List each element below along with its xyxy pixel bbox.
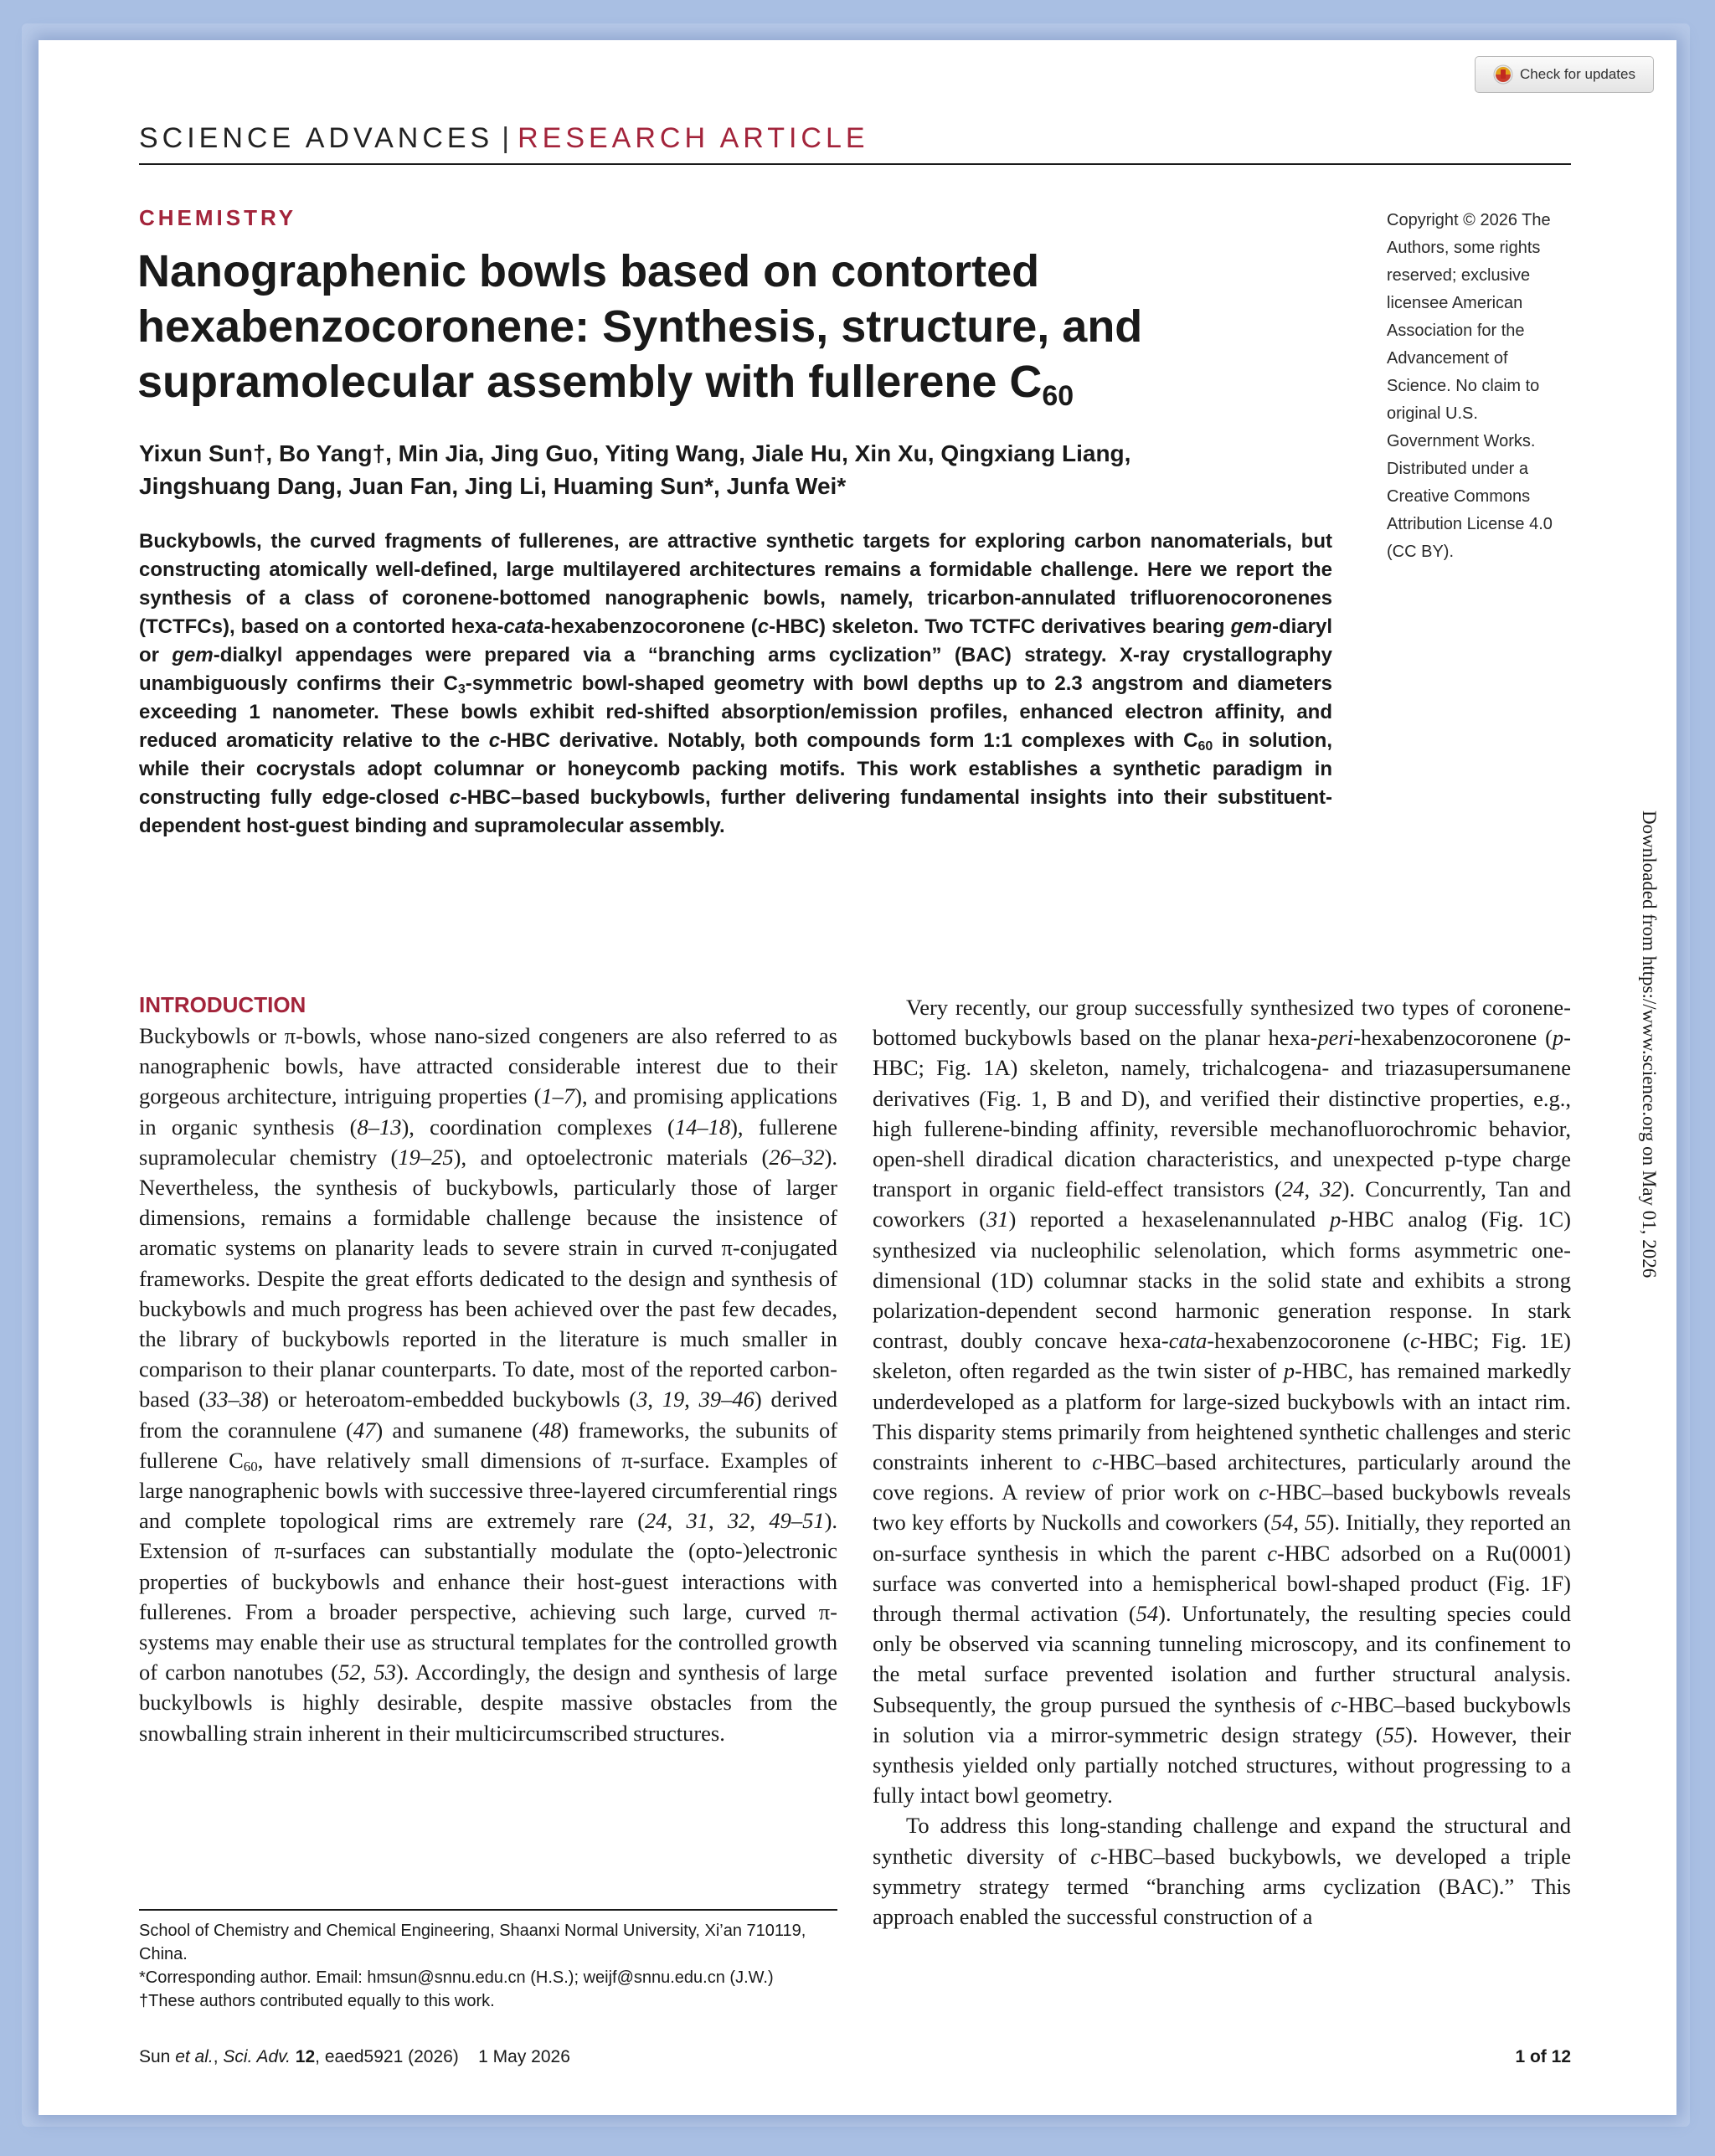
copyright-line: reserved; exclusive (1387, 266, 1531, 285)
copyright-line: Distributed under a (1387, 460, 1528, 478)
header-rule (139, 163, 1571, 165)
copyright-line: Association for the (1387, 322, 1525, 340)
copyright-line: original U.S. (1387, 404, 1478, 423)
title-subscript: 60 (1042, 380, 1074, 412)
right-column (873, 992, 1571, 1932)
introduction-heading: INTRODUCTION (139, 992, 306, 1017)
check-updates-label: Check for updates (1520, 66, 1635, 82)
copyright-line: (CC BY). (1387, 543, 1454, 561)
equal-contribution-note: †These authors contributed equally to this work. (139, 1992, 495, 2010)
abstract (139, 527, 1332, 841)
abstract-text: Buckybowls, the curved fragments of fullerenes, are attractive synthetic targets for exploring carbon nanomaterials, but constructing atomically well-defined, large multilayered architectures remains a formidable challenge. Here we report the synthesis of a class of coronene-bottomed nanographenic bowls, namely, tricarbon-annulated trifluorenocoronenes (TCTFCs), based on a contorted hexa-cata-hexabenzocoronene (c-HBC) skeleton. Two TCTFC derivatives bearing gem-diaryl or gem-dialkyl appendages were prepared via a “branching arms cyclization” (BAC) strategy. X-ray crystallography unambiguously confirms their $C_3$-symmetric bowl-shaped geometry with bowl depths up to 2.3 angstrom and diameters exceeding 1 nanometer. These bowls exhibit red-shifted absorption/emission profiles, enhanced electron affinity, and reduced aromaticity relative to the c-HBC derivative. Notably, both compounds form 1:1 complexes with $C_{60}$ in solution, while their cocrystals adopt columnar or honeycomb packing motifs. This work establishes a synthetic paradigm in constructing fully edge-closed c-HBC–based buckybowls, further delivering fundamental insights into their substituent-dependent host-guest binding and supramolecular assembly. (139, 530, 1333, 837)
authors-line-1: Yixun Sun†, Bo Yang†, Min Jia, Jing Guo, Yiting Wang, Jiale Hu, Xin Xu, Qingxiang Liang, (139, 440, 1131, 466)
journal-name: SCIENCE ADVANCES (139, 122, 494, 154)
introduction-column (139, 991, 837, 1748)
title-line-1: Nanographenic bowls based on contorted (137, 246, 1040, 296)
author-list (139, 437, 1328, 502)
affiliation-note: School of Chemistry and Chemical Engineering, Shaanxi Normal University, Xi’an 710119, China. (139, 1922, 806, 1963)
copyright-line: Copyright © 2026 The (1387, 211, 1551, 229)
title-line-3: supramolecular assembly with fullerene C (137, 357, 1043, 407)
copyright-line: Attribution License 4.0 (1387, 515, 1553, 533)
page-number: 1 of 12 (1515, 2047, 1571, 2066)
copyright-notice (1387, 207, 1573, 566)
publication-date: 1 May 2026 (478, 2047, 570, 2066)
check-for-updates-button[interactable] (1475, 56, 1654, 93)
section-label: CHEMISTRY (139, 205, 297, 230)
article-page (39, 40, 1676, 2115)
download-notice-text: Downloaded from https://www.science.org on May 01, 2026 (1639, 810, 1660, 1279)
download-notice (1635, 810, 1660, 1798)
copyright-line: Advancement of (1387, 349, 1508, 368)
copyright-line: Creative Commons (1387, 487, 1531, 506)
introduction-paragraph: Buckybowls or π-bowls, whose nano-sized congeners are also referred to as nanographenic bowls, have attracted considerable interest due to their gorgeous architecture, intriguing properties (1–7), and promising applications in organic synthesis (8–13), coordination complexes (14–18), fullerene supramolecular chemistry (19–25), and optoelectronic materials (26–32). Nevertheless, the synthesis of buckybowls, particularly those of larger dimensions, remains a formidable challenge because the insistence of aromatic systems on planarity leads to severe strain in curved π-conjugated frameworks. Despite the great efforts dedicated to the design and synthesis of buckybowls and much progress has been achieved over the past few decades, the library of buckybowls reported in the literature is much smaller in comparison to their planar counterparts. To date, most of the reported carbon-based (33–38) or heteroatom-embedded buckybowls (3, 19, 39–46) derived from the corannulene (47) and sumanene (48) frameworks, the subunits of fullerene $C_{60}$, have relatively small dimensions of π-surface. Examples of large nanographenic bowls with successive three-layered circumferential rings and complete topological rims are extremely rare (24, 31, 32, 49–51). Extension of π-surfaces can substantially modulate the (opto-)electronic properties of buckybowls and enhance their host-guest interactions with fullerenes. From a broader perspective, achieving such large, curved π-systems may enable their use as structural templates for the controlled growth of carbon nanotubes (52, 53). Accordingly, the design and synthesis of large buckylbowls is highly desirable, despite massive obstacles from the snowballing strain inherent in their multicircumscribed structures. (139, 1023, 838, 1746)
title-line-2: hexabenzocoronene: Synthesis, structure, and (137, 301, 1143, 352)
article-type: RESEARCH ARTICLE (518, 122, 869, 154)
journal-header (139, 122, 1571, 155)
authors-line-2: Jingshuang Dang, Juan Fan, Jing Li, Huaming Sun*, Junfa Wei* (139, 473, 847, 499)
copyright-line: licensee American (1387, 294, 1523, 312)
copyright-line: Authors, some rights (1387, 239, 1541, 257)
body-paragraph: Very recently, our group successfully synthesized two types of coronene-bottomed buckybowls based on the planar hexa-peri-hexabenzocoronene (p-HBC; Fig. 1A) skeleton, namely, trichalcogena- and triazasupersumanene derivatives (Fig. 1, B and D), and verified their distinctive properties, e.g., high fullerene-binding affinity, reversible mechanofluorochromic behavior, open-shell diradical dication characteristics, and unexpected p-type charge transport in organic field-effect transistors (24, 32). Concurrently, Tan and coworkers (31) reported a hexaselenannulated p-HBC analog (Fig. 1C) synthesized via nucleophilic selenolation, which forms asymmetric one-dimensional (1D) columnar stacks in the solid state and exhibits a strong polarization-dependent second harmonic generation response. In stark contrast, doubly concave hexa-cata-hexabenzocoronene (c-HBC; Fig. 1E) skeleton, often regarded as the twin sister of p-HBC, has remained markedly underdeveloped as a platform for large-sized buckybowls with an intact rim. This disparity stems primarily from heightened synthetic challenges and steric constraints inherent to c-HBC–based architectures, particularly around the cove regions. A review of prior work on c-HBC–based buckybowls reveals two key efforts by Nuckolls and coworkers (54, 55). Initially, they reported an on-surface synthesis in which the parent c-HBC adsorbed on a Ru(0001) surface was converted into a hemispherical bowl-shaped product (Fig. 1F) through thermal activation (54). Unfortunately, the resulting species could only be observed via scanning tunneling microscopy, and its confinement to the metal surface prevented isolation and further structural analysis. Subsequently, the group pursued the synthesis of c-HBC–based buckybowls in solution via a mirror-symmetric design strategy (55). However, their synthesis yielded only partially notched structures, without progressing to a fully intact bowl geometry. (873, 995, 1572, 1809)
check-updates-icon (1493, 64, 1513, 85)
footnotes (139, 1919, 837, 2013)
copyright-line: Science. No claim to (1387, 377, 1540, 395)
corresponding-author-note: *Corresponding author. Email: hmsun@snnu.edu.cn (H.S.); weijf@snnu.edu.cn (J.W.) (139, 1968, 774, 1987)
copyright-line: Government Works. (1387, 432, 1536, 450)
article-title (137, 244, 1352, 412)
journal-separator: | (502, 122, 510, 154)
citation-footer: Sun et al., Sci. Adv. 12, eaed5921 (2026) 1 May 2026 (139, 2047, 570, 2066)
body-paragraph: To address this long-standing challenge and expand the structural and synthetic diversity of c-HBC–based buckybowls, we developed a triple symmetry strategy termed “branching arms cyclization (BAC).” This approach enabled the successful construction of a (873, 1813, 1571, 1930)
footnote-rule (139, 1909, 837, 1911)
